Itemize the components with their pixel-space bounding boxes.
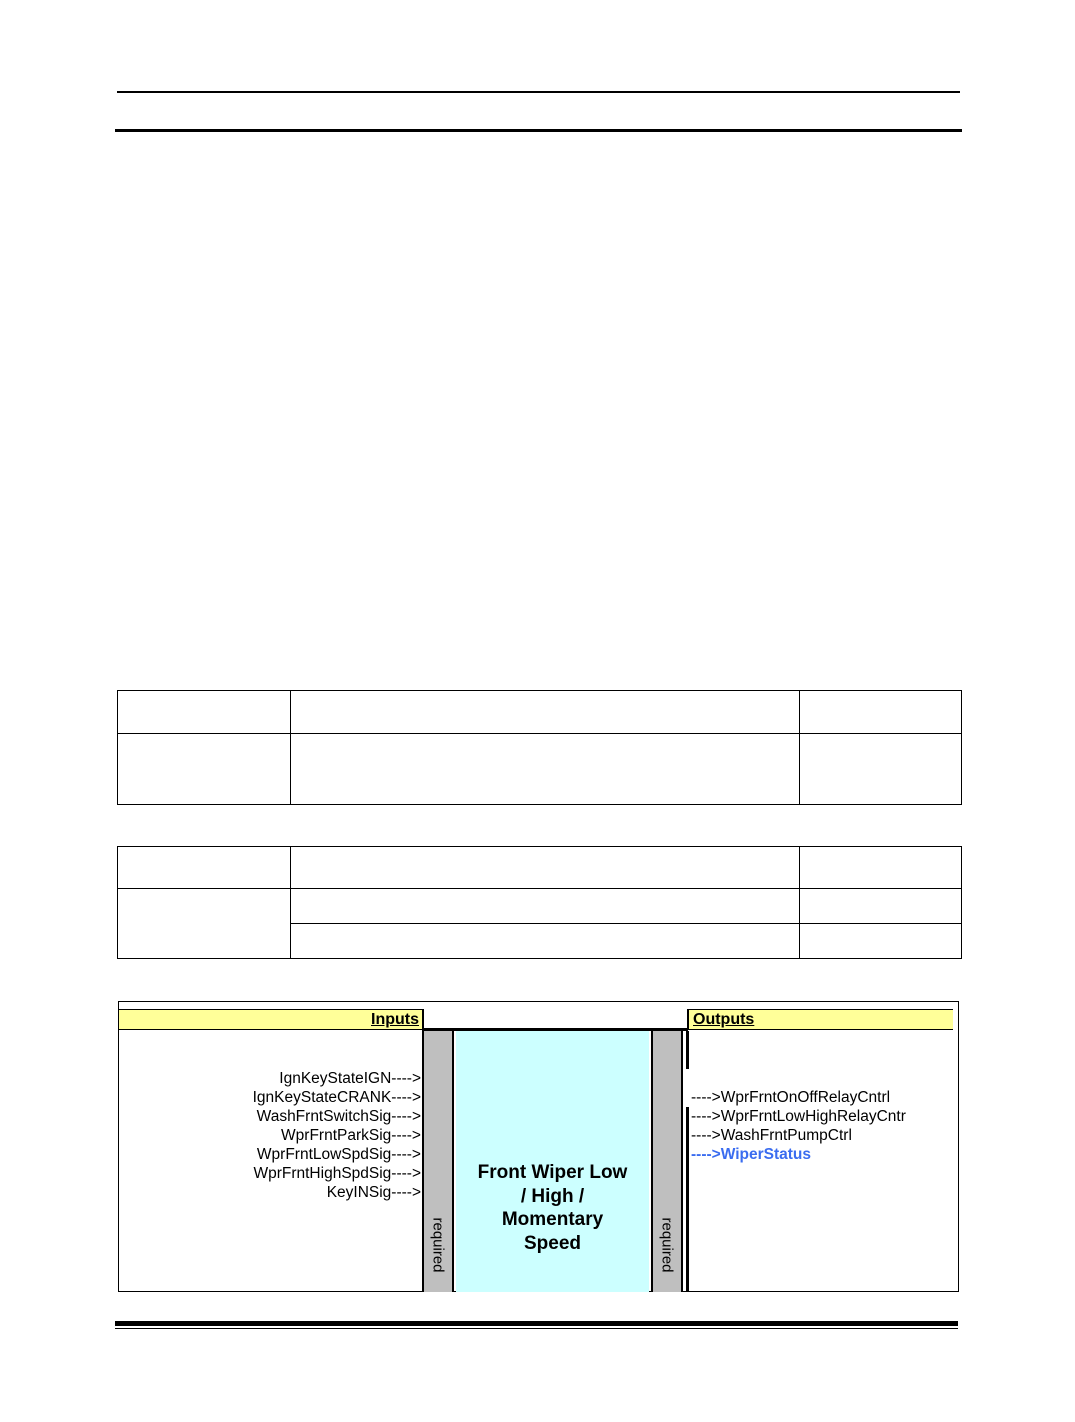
table-row	[118, 691, 962, 734]
table-row	[118, 734, 962, 805]
outputs-edge-lower	[686, 1107, 689, 1292]
table-cell	[800, 847, 962, 889]
table-cell	[291, 924, 800, 959]
function-block-title-line: Front Wiper Low	[477, 1162, 628, 1183]
input-signal: IgnKeyStateIGN---->	[279, 1070, 421, 1087]
document-table-2	[117, 846, 962, 959]
function-block-title-line: Speed	[523, 1232, 582, 1254]
input-signal: WprFrntLowSpdSig---->	[256, 1146, 421, 1163]
required-strip-left	[422, 1031, 454, 1292]
table-row	[118, 847, 962, 889]
outputs-header-label: Outputs	[693, 1011, 755, 1028]
footer-rule-thick	[115, 1321, 958, 1326]
output-signal-list	[691, 1088, 906, 1164]
inputs-header-label: Inputs	[371, 1011, 419, 1028]
outputs-header	[687, 1009, 953, 1030]
required-strip-right	[651, 1031, 683, 1292]
table-cell	[118, 691, 291, 734]
output-signal: ---->WiperStatus	[691, 1146, 811, 1163]
table-cell	[291, 889, 800, 924]
table-cell	[800, 734, 962, 805]
header-rule-bottom	[115, 129, 962, 132]
table-row	[118, 889, 962, 924]
input-signal: IgnKeyStateCRANK---->	[252, 1089, 421, 1106]
input-signal: WashFrntSwitchSig---->	[256, 1108, 421, 1125]
function-block-title-line: Momentary	[501, 1209, 604, 1230]
table-cell	[291, 691, 800, 734]
required-label-right: required	[658, 1217, 676, 1273]
table-cell	[800, 924, 962, 959]
output-signal: ---->WprFrntOnOffRelayCntrl	[691, 1089, 891, 1106]
input-signal-list	[253, 1069, 421, 1202]
signal-block-diagram	[118, 1001, 959, 1292]
table-cell	[800, 889, 962, 924]
header-rule-top	[117, 91, 960, 93]
footer-rule-thin	[115, 1328, 958, 1329]
function-block	[422, 1028, 688, 1292]
output-signal: ---->WashFrntPumpCtrl	[691, 1127, 852, 1144]
function-block-title	[456, 1161, 649, 1255]
input-signal: WprFrntParkSig---->	[281, 1127, 421, 1144]
outputs-edge-upper	[686, 1031, 689, 1069]
table-cell	[291, 847, 800, 889]
input-signal: WprFrntHighSpdSig---->	[253, 1165, 421, 1182]
function-block-body	[456, 1031, 649, 1292]
table-cell	[118, 847, 291, 889]
function-block-title-line: / High /	[520, 1185, 585, 1207]
table-cell	[118, 889, 291, 959]
table-cell	[800, 691, 962, 734]
required-label-left: required	[429, 1217, 447, 1273]
table-cell	[291, 734, 800, 805]
input-signal: KeyINSig---->	[326, 1184, 421, 1201]
inputs-header	[119, 1009, 424, 1030]
output-signal: ---->WprFrntLowHighRelayCntr	[691, 1108, 906, 1125]
table-cell	[118, 734, 291, 805]
document-table-1	[117, 690, 962, 805]
